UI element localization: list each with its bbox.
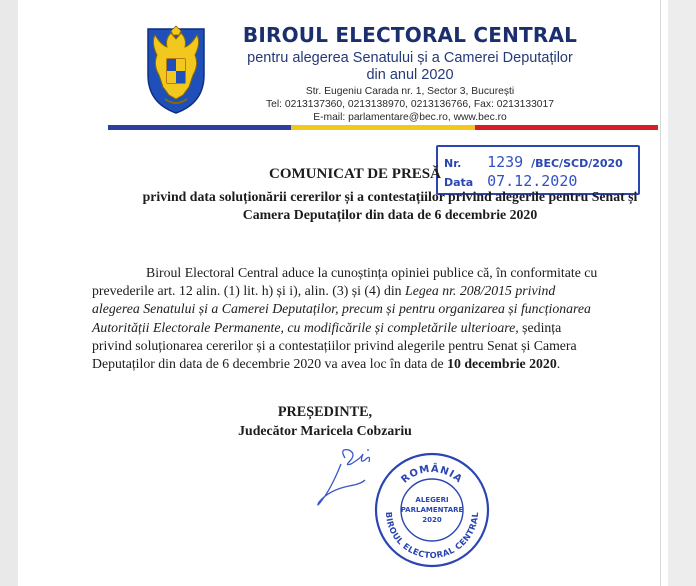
- stamp-date-value: 07.12.2020: [487, 172, 578, 190]
- page-edge: [668, 0, 696, 586]
- page-border: [660, 0, 661, 586]
- subject-line-2: Camera Deputaților din data de 6 decembrie 2020: [242, 207, 538, 222]
- body-line-2: [92, 282, 652, 300]
- law-title-part-2: Autorității Electorale Permanente, cu modificările și completările ulterioare: [92, 319, 516, 335]
- document-body: [92, 264, 652, 373]
- institution-year: din anul 2020: [366, 67, 454, 83]
- stamp-nr-label: Nr.: [444, 157, 462, 170]
- official-seal-icon: [372, 450, 492, 570]
- seal-center-line-3: 2020: [422, 516, 442, 524]
- seal-bottom-text: BIROUL ELECTORAL CENTRAL: [383, 511, 481, 561]
- law-title-part-1: alegerea Senatului și a Camerei Deputaților, precum și pentru organizarea și funcționarea: [92, 301, 591, 317]
- subject-line-1: privind data soluționării cererilor și a contestațiilor privind alegerile pentru Senat și: [142, 189, 638, 204]
- law-reference: Legea nr. 208/2015 privind: [405, 283, 556, 299]
- body-line-5: privind soluționarea cererilor și a contestațiilor privind alegerile pentru Senat și Camera: [92, 337, 577, 353]
- seal-center-line-2: PARLAMENTARE: [400, 506, 464, 514]
- svg-text:ROMÂNIA: [399, 462, 464, 486]
- tricolor-rule: [108, 125, 658, 130]
- institution-email: E-mail: parlamentare@bec.ro, www.bec.ro: [313, 112, 507, 123]
- institution-address: Str. Eugeniu Carada nr. 1, Sector 3, București: [305, 86, 515, 97]
- body-line-4-text: , ședința: [515, 319, 562, 335]
- document-subject: [90, 188, 690, 224]
- body-line-4: [92, 319, 652, 337]
- signatory-title: PREȘEDINTE,: [277, 404, 373, 420]
- body-line-6: [92, 355, 652, 373]
- stamp-nr-suffix: /BEC/SCD/2020: [531, 157, 623, 170]
- body-line-6-text: Deputaților din data de 6 decembrie 2020 va avea loc în data de: [92, 356, 448, 372]
- coat-of-arms-icon: [143, 25, 209, 115]
- stamp-nr-value: 1239: [487, 153, 524, 171]
- stamp-date-label: Data: [444, 176, 474, 189]
- body-line-3: [92, 300, 652, 318]
- signatory-name: Judecător Maricela Cobzariu: [238, 423, 412, 438]
- body-line-6-end: .: [556, 356, 561, 372]
- institution-subtitle: pentru alegerea Senatului și a Camerei Deputaților: [247, 50, 573, 66]
- seal-top-text: ROMÂNIA: [399, 463, 465, 486]
- body-line-2-text: prevederile art. 12 alin. (1) lit. h) și i), alin. (3) și (4) din: [92, 283, 406, 299]
- hearing-date: 10 decembrie 2020: [447, 356, 557, 372]
- document-heading: COMUNICAT DE PRESĂ: [269, 166, 441, 182]
- seal-center-line-1: ALEGERI: [415, 496, 449, 504]
- institution-title: BIROUL ELECTORAL CENTRAL: [242, 23, 578, 47]
- institution-phone-fax: Tel: 0213137360, 0213138970, 0213136766, Fax: 0213133017: [265, 99, 554, 110]
- body-line-1: Biroul Electoral Central aduce la cunoștința opiniei publice că, în conformitate cu: [146, 265, 598, 280]
